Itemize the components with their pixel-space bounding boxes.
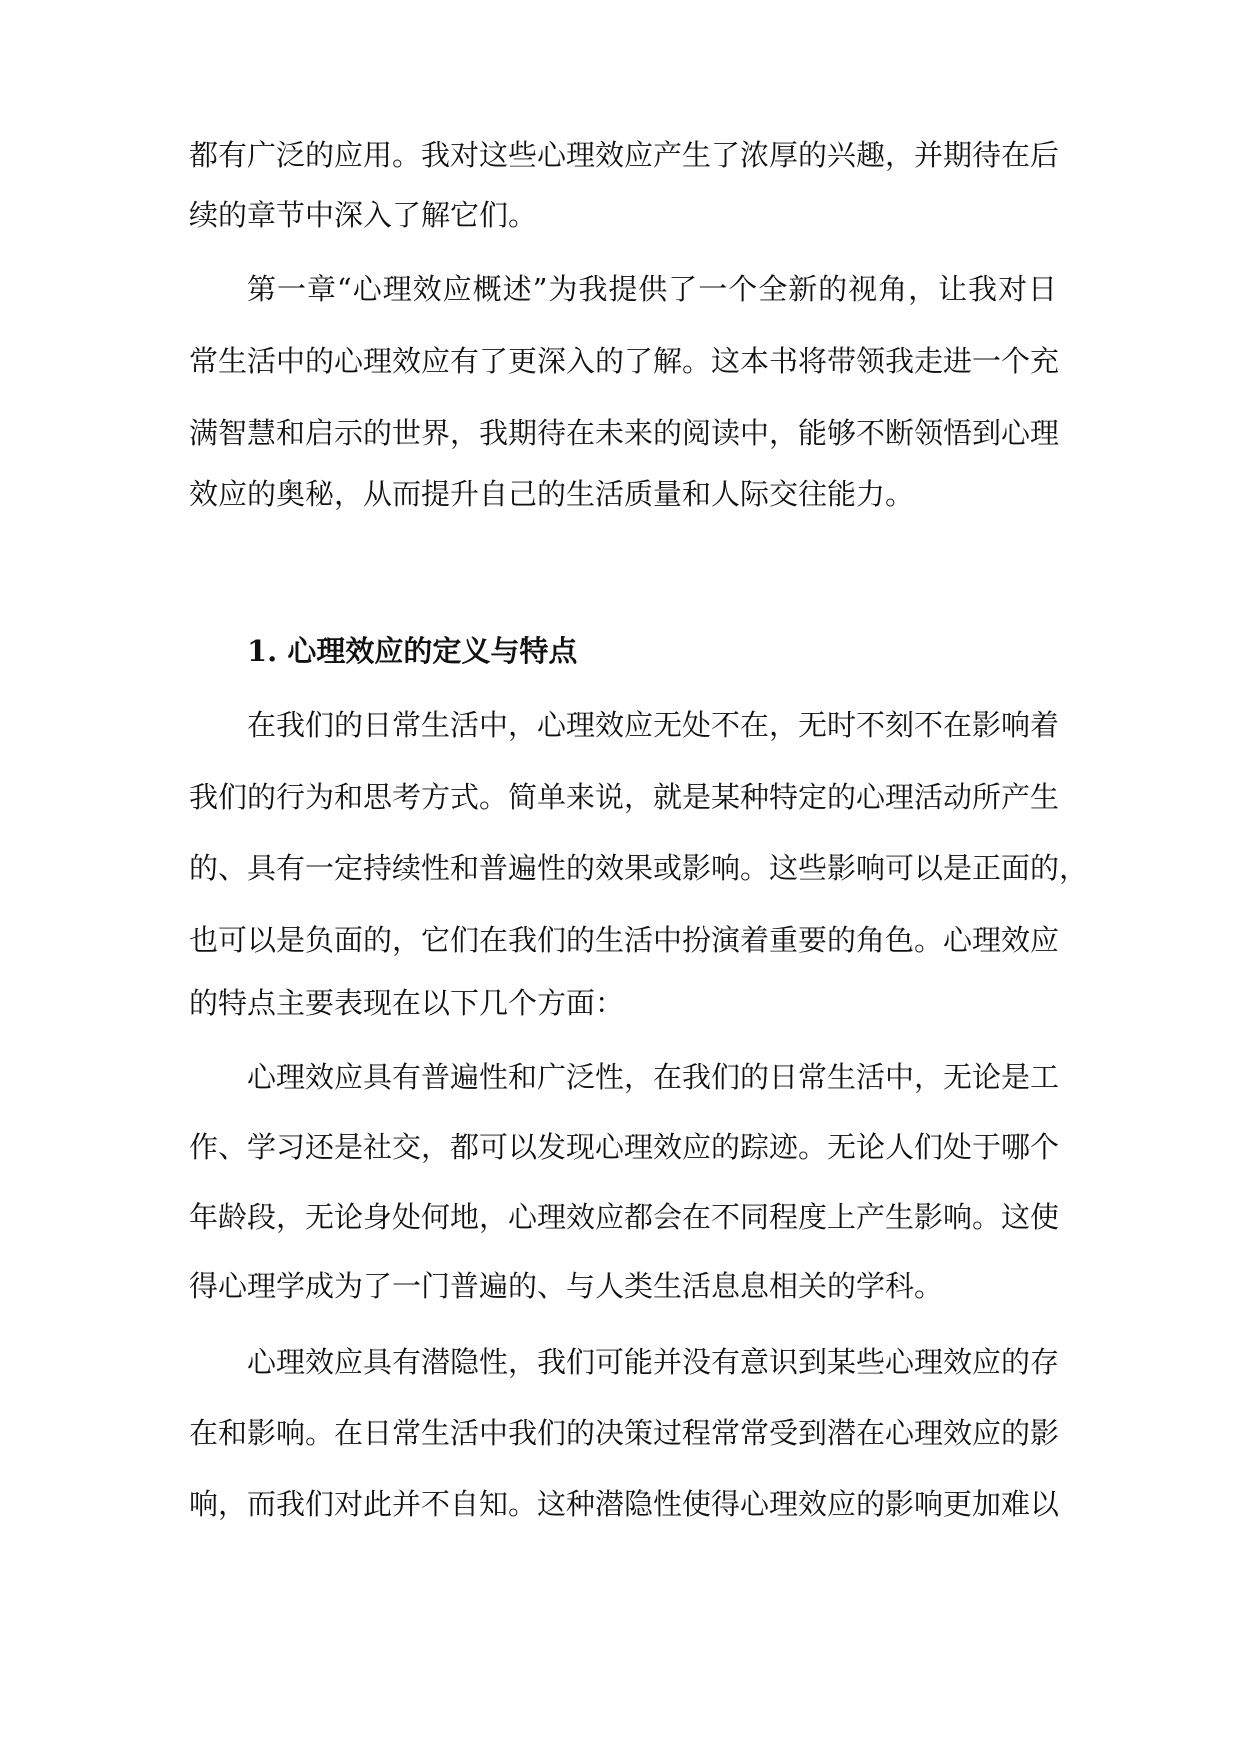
paragraph-line: 的、具有一定持续性和普遍性的效果或影响。这些影响可以是正面的， [189,851,1089,885]
paragraph-line: 年龄段，无论身处何地，心理效应都会在不同程度上产生影响。这使 [189,1200,1060,1234]
paragraph-line: 的特点主要表现在以下几个方面： [189,986,625,1020]
paragraph-line: 响，而我们对此并不自知。这种潜隐性使得心理效应的影响更加难以 [189,1487,1060,1521]
section-heading: 1. 心理效应的定义与特点 [247,634,578,668]
paragraph-line: 我们的行为和思考方式。简单来说，就是某种特定的心理活动所产生 [189,780,1060,814]
paragraph-line: 常生活中的心理效应有了更深入的了解。这本书将带领我走进一个充 [189,344,1060,378]
paragraph-line: 效应的奥秘，从而提升自己的生活质量和人际交往能力。 [189,477,915,511]
paragraph-line: 作、学习还是社交，都可以发现心理效应的踪迹。无论人们处于哪个 [189,1130,1060,1164]
paragraph-line: 满智慧和启示的世界，我期待在未来的阅读中，能够不断领悟到心理 [189,416,1060,450]
paragraph-line: 都有广泛的应用。我对这些心理效应产生了浓厚的兴趣，并期待在后 [189,138,1060,172]
paragraph-line: 第一章“心理效应概述”为我提供了一个全新的视角，让我对日 [247,272,1057,306]
paragraph-line: 得心理学成为了一门普遍的、与人类生活息息相关的学科。 [189,1269,944,1303]
paragraph-line: 心理效应具有潜隐性，我们可能并没有意识到某些心理效应的存 [247,1345,1060,1379]
paragraph-line: 在和影响。在日常生活中我们的决策过程常常受到潜在心理效应的影 [189,1416,1060,1450]
paragraph-line: 也可以是负面的，它们在我们的生活中扮演着重要的角色。心理效应 [189,923,1060,957]
paragraph-line: 心理效应具有普遍性和广泛性，在我们的日常生活中，无论是工 [247,1060,1060,1094]
paragraph-line: 续的章节中深入了解它们。 [189,198,538,232]
paragraph-line: 在我们的日常生活中，心理效应无处不在，无时不刻不在影响着 [247,708,1060,742]
